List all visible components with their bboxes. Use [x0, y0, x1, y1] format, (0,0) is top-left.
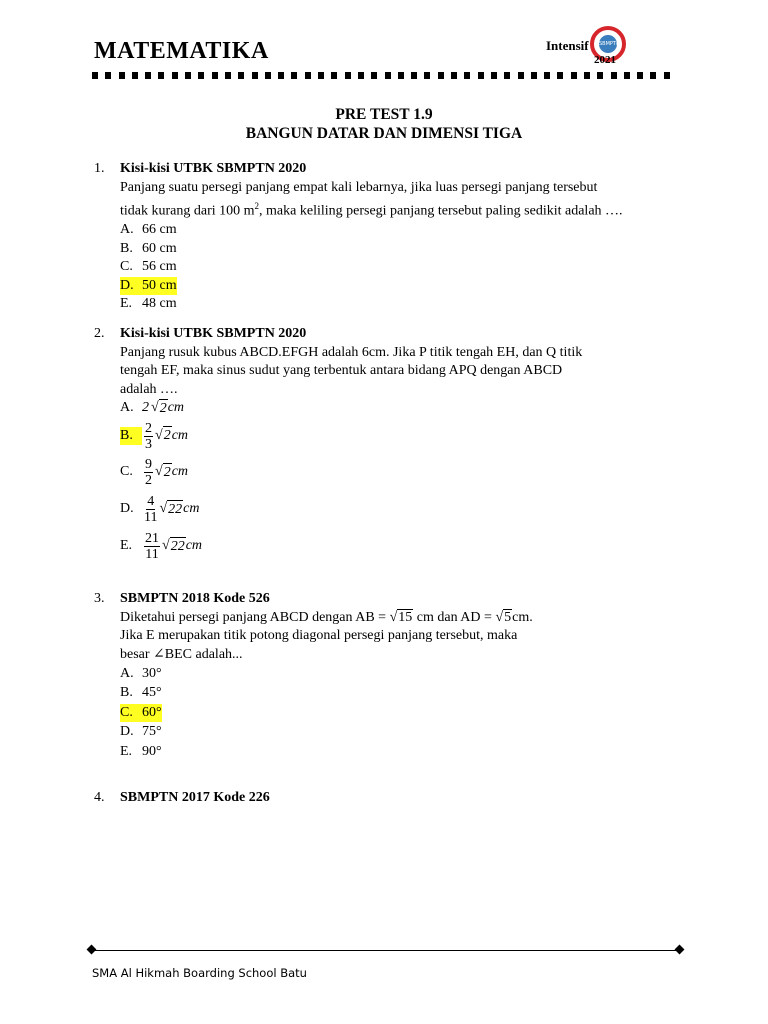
option-c[interactable]: C. 60°	[120, 703, 680, 723]
question-number: 3.	[94, 591, 105, 606]
divider-dash	[132, 72, 138, 79]
divider-dash	[544, 72, 550, 79]
divider-dash	[145, 72, 151, 79]
question-number: 2.	[94, 326, 105, 341]
divider-dash	[92, 72, 98, 79]
divider-dash	[584, 72, 590, 79]
divider-dash	[491, 72, 497, 79]
divider-dash	[650, 72, 656, 79]
divider-dash	[411, 72, 417, 79]
divider-dash	[571, 72, 577, 79]
question-text: Jika E merupakan titik potong diagonal persegi panjang tersebut, maka	[120, 628, 518, 643]
option-b[interactable]: B. 45°	[120, 685, 162, 700]
pretest-title: PRE TEST 1.9	[335, 106, 433, 123]
question-source: SBMPTN 2017 Kode 226	[120, 790, 270, 805]
divider-dash	[385, 72, 391, 79]
option-d[interactable]: D. $\frac{4}{11}$ √ 22 cm	[120, 494, 200, 525]
question-text: Diketahui persegi panjang ABCD dengan AB = √15 cm dan AD = √5cm.	[120, 609, 533, 625]
divider-dash	[105, 72, 111, 79]
divider-dash	[291, 72, 297, 79]
divider-dash	[518, 72, 524, 79]
question-source: Kisi-kisi UTBK SBMPTN 2020	[120, 326, 307, 341]
option-e[interactable]: E. $\frac{21}{11}$ √ 22 cm	[120, 531, 203, 562]
divider-dash	[225, 72, 231, 79]
option-d[interactable]: D. 75°	[120, 724, 162, 739]
question-source: Kisi-kisi UTBK SBMPTN 2020	[120, 161, 307, 176]
divider-dash	[119, 72, 125, 79]
option-c[interactable]: C. $\frac{9}{2}$ √ 2 cm	[120, 457, 189, 488]
divider-dash	[358, 72, 364, 79]
divider-dash	[238, 72, 244, 79]
divider-dash	[265, 72, 271, 79]
footer-diamond-left	[87, 945, 97, 955]
divider-dash	[185, 72, 191, 79]
question-text: tidak kurang dari 100 $m^2$, maka keliling persegi panjang tersebut paling sedikit adalah ….	[120, 201, 623, 219]
divider-dash	[331, 72, 337, 79]
divider-dash	[424, 72, 430, 79]
option-e[interactable]: E. 48 cm	[120, 296, 177, 312]
divider-dash	[624, 72, 630, 79]
divider-dash	[464, 72, 470, 79]
question-text: Panjang rusuk kubus ABCD.EFGH adalah 6cm. Jika P titik tengah EH, dan Q titik	[120, 344, 583, 360]
divider-dash	[305, 72, 311, 79]
divider-dash	[278, 72, 284, 79]
divider-dash	[531, 72, 537, 79]
question-number: 4.	[94, 790, 105, 805]
logo-inner-text: SBMPTN	[599, 35, 617, 53]
footer-school-name: SMA Al Hikmah Boarding School Batu	[92, 966, 307, 980]
option-d[interactable]: D. 50 cm	[120, 277, 680, 296]
option-b[interactable]: B. 60 cm	[120, 240, 177, 256]
divider-dash	[637, 72, 643, 79]
option-c[interactable]: C. 56 cm	[120, 259, 177, 275]
badge-label: Intensif	[546, 38, 589, 53]
question-text: tengah EF, maka sinus sudut yang terbentuk antara bidang APQ dengan ABCD	[120, 363, 563, 378]
divider-dash	[664, 72, 670, 79]
divider-dash	[158, 72, 164, 79]
question-text: adalah ….	[120, 381, 178, 397]
pretest-subtitle: BANGUN DATAR DAN DIMENSI TIGA	[245, 125, 523, 142]
question-text: besar ∠BEC adalah...	[120, 646, 243, 662]
subject-title: MATEMATIKA	[94, 38, 269, 64]
dashed-divider	[92, 72, 670, 79]
divider-dash	[597, 72, 603, 79]
option-a[interactable]: A. 2 √ 2 cm	[120, 399, 680, 418]
footer-diamond-right	[675, 945, 685, 955]
divider-dash	[451, 72, 457, 79]
divider-dash	[438, 72, 444, 79]
divider-dash	[371, 72, 377, 79]
divider-dash	[611, 72, 617, 79]
option-a[interactable]: A. 66 cm	[120, 222, 177, 238]
divider-dash	[398, 72, 404, 79]
question-source: SBMPTN 2018 Kode 526	[120, 591, 270, 606]
question-number: 1.	[94, 161, 105, 176]
divider-dash	[318, 72, 324, 79]
divider-dash	[198, 72, 204, 79]
divider-dash	[345, 72, 351, 79]
divider-dash	[504, 72, 510, 79]
footer-rule	[92, 950, 680, 951]
question-text: Panjang suatu persegi panjang empat kali lebarnya, jika luas persegi panjang tersebut	[120, 179, 598, 195]
divider-dash	[478, 72, 484, 79]
option-e[interactable]: E. 90°	[120, 743, 162, 759]
option-a[interactable]: A. 30°	[120, 665, 162, 681]
divider-dash	[252, 72, 258, 79]
intensif-badge	[546, 34, 636, 68]
divider-dash	[172, 72, 178, 79]
divider-dash	[212, 72, 218, 79]
divider-dash	[557, 72, 563, 79]
option-b[interactable]: B. $\frac{2}{3}$ √ 2 cm	[120, 420, 189, 452]
badge-year: 2021	[594, 54, 616, 66]
